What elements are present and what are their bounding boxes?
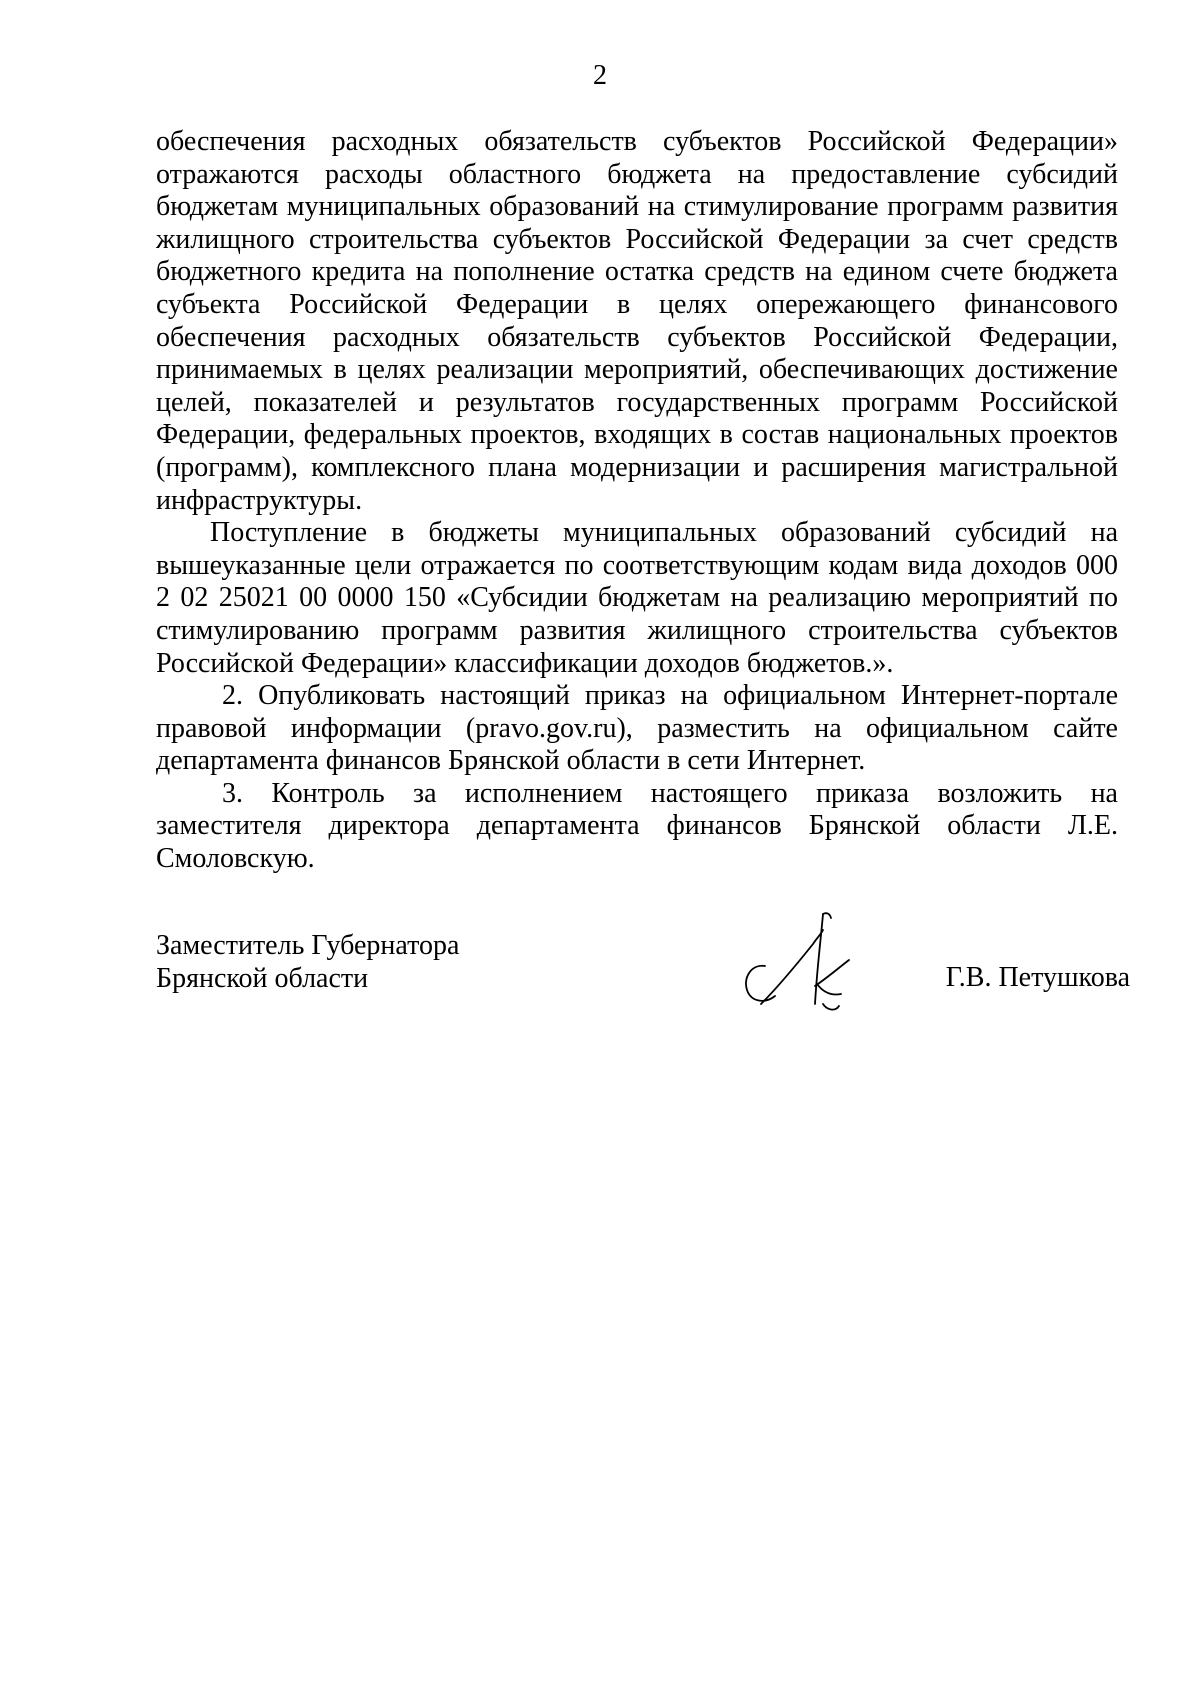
signatory-position-line-2: Брянской области: [156, 962, 369, 994]
signatory-name: Г.В. Петушкова: [945, 962, 1130, 993]
signature-block: [156, 930, 1130, 1050]
signatory-position: [156, 930, 459, 995]
signatory-position-line-1: Заместитель Губернатора: [156, 930, 460, 961]
page-number: 2: [593, 60, 607, 91]
paragraph-continuation: обеспечения расходных обязательств субъектов Российской Федерации» отражаются расходы областного бюджета на предоставление субсидий бюджетам муниципальных образований на стимулирование программ развития жилищного строительства субъектов Российской Федерации за счет средств бюджетного кредита на пополнение остатка средств на едином счете бюджета субъекта Российской Федерации в целях опережающего финансового обеспечения расходных обязательств субъектов Российской Федерации, принимаемых в целях реализации мероприятий, обеспечивающих достижение целей, показателей и результатов государственных программ Российской Федерации, федеральных проектов, входящих в состав национальных проектов (программ), комплексного плана модернизации и расширения магистральной инфраструктуры.: [156, 126, 1118, 516]
paragraph-item-2-publish: 2. Опубликовать настоящий приказ на официальном Интернет-портале правовой информации (pravo.gov.ru), разместить на официальном сайте департамента финансов Брянской области в сети Интернет.: [156, 680, 1118, 777]
document-body: [156, 126, 1118, 876]
handwritten-signature-icon: [731, 908, 881, 1028]
paragraph-item-3-control: 3. Контроль за исполнением настоящего приказа возложить на заместителя директора департамента финансов Брянской области Л.Е. Смоловскую.: [156, 777, 1118, 875]
paragraph-revenue-receipt: Поступление в бюджеты муниципальных образований субсидий на вышеуказанные цели отражается по соответствующим кодам вида доходов 000 2 02 25021 00 0000 150 «Субсидии бюджетам на реализацию мероприятий по стимулированию программ развития жилищного строительства субъектов Российской Федерации» классификации доходов бюджетов.».: [156, 517, 1118, 679]
